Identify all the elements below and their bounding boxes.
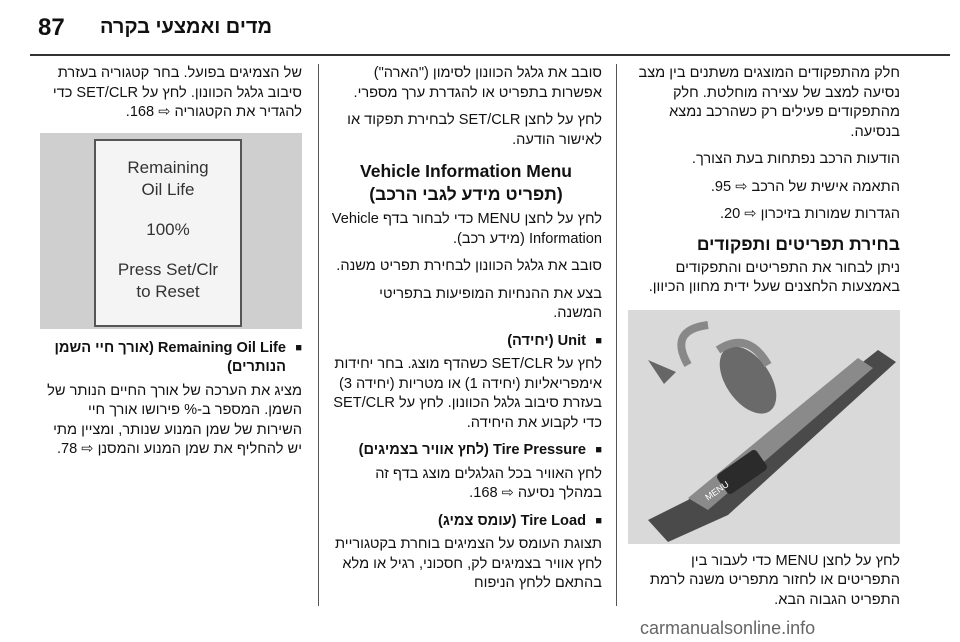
tire-pressure-text: לחץ האוויר בכל הגלגלים מוצג בדף זה במהלך נסיעה ⇨ 168. <box>375 465 602 501</box>
middle-column <box>330 64 602 602</box>
page-title: מדים ואמצעי בקרה <box>100 16 273 38</box>
tire-pressure-title: ■ Tire Pressure (לחץ אוויר בצמיגים) <box>330 441 602 461</box>
tire-load-continued: של הצמיגים בפועל. בחר קטגוריה בעזרת סיבוב גלגל הכוונון. לחץ על SET/CLR כדי להגדיר את הקטגוריה ⇨ 168. <box>52 65 302 120</box>
oil-life-title: ■ Remaining Oil Life (אורך חיי השמן הנותרים) <box>40 339 302 378</box>
screen-line-press: Press Set/Clr <box>117 259 219 279</box>
unit-title: ■ Unit (יחידה) <box>330 332 602 352</box>
display-figure <box>40 133 302 329</box>
personalization-reference: התאמה אישית של הרכב ⇨ 95. <box>710 178 900 195</box>
right-column <box>628 64 900 618</box>
page-header <box>0 0 960 60</box>
memory-settings-reference: הגדרות שמורות בזיכרון ⇨ 20. <box>719 206 900 222</box>
submenu-paragraph: סובב את גלגל הכוונון לבחירת תפריט משנה. <box>336 258 602 274</box>
tire-load-text: תצוגת העומס על הצמיגים בוחרת בקטגוריית לחץ אוויר בצמיגים לק, חסכוני, רגיל או מלא בהתאם ללחץ הניפוח <box>335 536 602 591</box>
display-screen <box>94 139 242 327</box>
screen-line-oil-life: Oil Life <box>141 179 195 199</box>
oil-life-text: מציג את הערכה של אורך החיים הנותר של השמן. המספר ב-% פירושו אורך חיי השירות של שמן המנוע שנותר, ומציין מתי יש להחליף את שמן המנוע והמסנן ⇨ 78. <box>47 382 302 457</box>
vehicle-info-paragraph: לחץ על לחצן MENU כדי לבחור בדף Vehicle Information (מידע רכב). <box>331 211 602 247</box>
turn-signal-lever-figure <box>628 310 900 544</box>
section-heading: בחירת תפריטים ותפקודים <box>696 233 900 254</box>
vehicle-info-heading: Vehicle Information Menu (תפריט מידע לגבי הרכב) <box>360 161 572 204</box>
wheel-paragraph: סובב את גלגל הכוונון לסימון ("הארה") אפשרות בתפריט או להגדרת ערך מספרי. <box>353 65 602 101</box>
unit-text: לחץ על SET/CLR כשהדף מוצג. בחר יחידות אימפריאליות (יחידה 1) או מטריות (יחידה 3) בעזרת סיבוב גלגל הכוונון. לחץ על SET/CLR כדי לקבוע את היחידה. <box>333 356 602 431</box>
selection-paragraph: ניתן לבחור את התפריטים והתפקודים באמצעות הלחצנים שעל ידית מחוון הכיוון. <box>648 259 900 295</box>
lever-illustration <box>628 310 900 544</box>
tire-load-title: ■ Tire Load (עומס צמיג) <box>330 512 602 532</box>
menu-button-paragraph: לחץ על לחצן MENU כדי לעבור בין התפריטים או לחזור מתפריט משנה לרמת התפריט הגבוה הבא. <box>649 552 900 608</box>
header-rule <box>30 54 950 56</box>
intro-paragraph: חלק מהתפקודים המוצגים משתנים בין מצב נסיעה למצב של עצירה מוחלטת. חלק מהתפקודים פעילים רק כשהרכב נמצא בנסיעה. <box>638 65 900 140</box>
set-clr-paragraph: לחץ על לחצן SET/CLR לבחירת תפקוד או לאישור הודעה. <box>347 112 602 148</box>
screen-line-reset: to Reset <box>136 281 200 301</box>
messages-paragraph: הודעות הרכב נפתחות בעת הצורך. <box>691 151 900 167</box>
screen-line-remaining: Remaining <box>127 157 209 177</box>
page-number: 87 <box>38 14 65 41</box>
instructions-paragraph: בצע את ההנחיות המופיעות בתפריטי המשנה. <box>379 285 602 321</box>
column-divider <box>318 64 319 606</box>
left-column <box>40 64 302 468</box>
watermark: carmanualsonline.info <box>640 618 816 638</box>
column-divider <box>616 64 617 606</box>
screen-line-percentage: 100% <box>146 219 190 239</box>
svg-text:MENU: MENU <box>703 478 731 502</box>
